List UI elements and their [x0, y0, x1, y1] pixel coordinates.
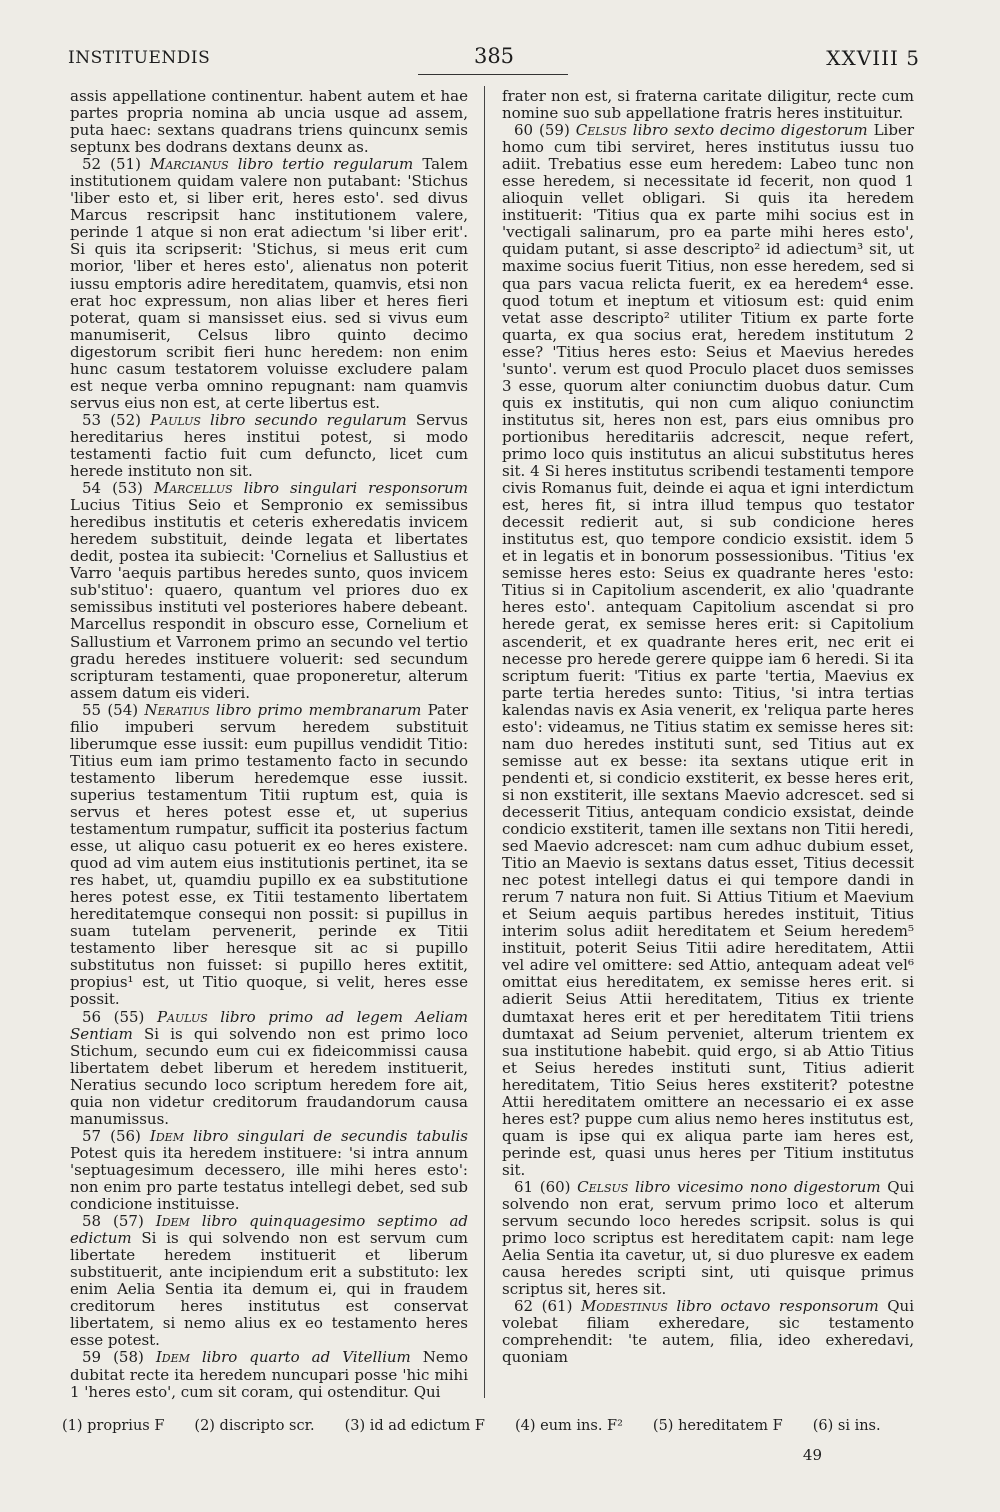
fragment-number: 54 (53) [82, 479, 154, 498]
paragraph-text: Pater filio impuberi servum heredem substituit liberumque esse iussit: eum pupillus vendidit Titio: Titius eum iam primo testamento facto in secundo testamento liberum heredemque esse iussit. superius testamentum Titii ruptum est, quia is servus et heres potest esse et, ut superius testamentum rumpatur, sufficit ita posterius factum esse, ut aliquo casu potuerit ex eo heres existere. quod ad vim autem eius institutionis pertinet, ita se res habet, ut, quamdiu pupillo ex ea substitutione heres potest esse, ex Titii testamento libertatem hereditatemque consequi non possit: si pupillus in suam tutelam pervenerit, perinde ex Titii testamento liber heresque sit ac si pupillo substitutus non fuisset: si pupillo heres extitit, propius¹ est, ut Titio quoque, si velit, heres esse possit. [70, 700, 468, 1009]
paragraph [70, 1128, 468, 1213]
fragment-number: 55 (54) [82, 700, 145, 719]
paragraph-text: frater non est, si fraterna caritate diligitur, recte cum nomine suo sub appellatione fratris heres instituitur. [502, 87, 914, 123]
source-title: libro singulari responsorum [232, 479, 468, 498]
paragraph-text: Liber homo cum tibi serviret, heres institutus iussu tuo adiit. Trebatius esse eum heredem: Labeo tunc non esse heredem, si necessitate id fecerit, non quod 1 alioquin vellet obligari. Si quis ita heredem instituerit: 'Titius qua ex parte mihi socius est in 'vectigali salinarum, pro ea parte mihi heres esto', quidam putant, si asse descripto² id adiectum³ sit, ut maxime socius fuerit Titius, non esse heredem, sed si qua pars vacua relicta fuerit, ex ea heredem⁴ esse. quod totum et ineptum et vitiosum est: quid enim vetat asse descripto² utiliter Titium ex parte forte quarta, ex qua socius erat, heredem institutum 2 esse? 'Titius heres esto: Seius et Maevius heredes 'sunto'. verum est quod Proculo placet duos semisses 3 esse, quorum alter coniunctim duobus datur. Cum quis ex institutis, qui non cum aliquo coniunctim institutus sit, heres non est, pars eius omnibus pro portionibus hereditariis adcrescit, neque refert, primo loco quis institutus an alicui substitutus heres sit. 4 Si heres institutus scribendi testamenti tempore civis Romanus fuit, deinde ei aqua et igni interdictum est, heres fit, si intra illud tempus quo testator decessit redierit aut, si sub condicione heres institutus est, quo tempore condicio exsistit. idem 5 et in legatis et in bonorum possessionibus. 'Titius 'ex semisse heres esto: Seius ex quadrante heres 'esto: Titius si in Capitolium ascenderit, ex alio 'quadrante heres esto'. antequam Capitolium ascendat si pro herede gerat, ex semisse heres erit: si Capitolium ascenderit, et ex quadrante heres erit, nec erit ei necesse pro herede gerere quippe iam 6 heredi. Si ita scriptum fuerit: 'Titius ex parte 'tertia, Maevius ex parte tertia heredes sunto: Titius, 'si intra tertias kalendas navis ex Asia venerit, ex 'reliqua parte heres esto': videamus, ne Titius statim ex semisse heres sit: nam duo heredes instituti sunt, sed Titius aut ex semisse aut ex besse: ita sextans utique erit in pendenti et, si condicio exstiterit, ex besse heres erit, si non exstiterit, ille sextans Maevio adcrescet. sed si decesserit Titius, antequam condicio exsistat, deinde condicio exstiterit, tamen ille sextans non Titii heredi, sed Maevio adcrescet: nam cum adhuc dubium esset, Titio an Maevio is sextans datus esset, Titius decessit nec potest intellegi datus ei qui tempore dandi in rerum 7 natura non fuit. Si Attius Titium et Maevium et Seium aequis partibus heredes instituit, Titius interim solus adiit hereditatem et Seium heredem⁵ instituit, poterit Seius Titii adire hereditatem, Attii vel adire vel omittere: sed Attio, antequam adeat vel⁶ omittat eius hereditatem, ex semisse heres erit. si adierit Seius Attii hereditatem, Titius ex triente dumtaxat heres erit et per hereditatem Titii triens dumtaxat ad Seium perveniet, alterum trientem ex sua institutione habebit. quid ergo, si ab Attio Titius et Seius heredes instituti sunt, Titius adierit hereditatem, Titio Seius heres exstiterit? potestne Attii hereditatem omittere an necessario ei ex asse heres est? puppe cum alius nemo heres institutus est, quam is ipse qui ex aliqua parte iam heres est, perinde est, quasi unus heres per Titium institutus sit. [502, 121, 914, 1179]
footnote: (3) id ad edictum F [344, 1418, 485, 1434]
fragment-number: 52 (51) [82, 155, 150, 174]
jurist-name: Paulus [156, 1007, 208, 1026]
source-title: libro sexto decimo digestorum [626, 121, 874, 140]
paragraph [502, 88, 914, 122]
fragment-number: 57 (56) [82, 1126, 150, 1145]
jurist-name: Modestinus [581, 1297, 668, 1316]
source-title: libro singulari de secundis tabulis [183, 1126, 468, 1145]
paragraph [502, 122, 914, 1179]
paragraph-text: Qui solvendo non erat, servum primo loco et alterum servum secundo loco heredes scripsit. solus is qui primo loco scriptus est hereditatem capit: nam lege Aelia Sentia ita cavetur, ut, si duo pluresve ex eadem causa heredes scripti sint, uti quisque primus scriptus sit, heres sit. [502, 1178, 915, 1299]
signature-number: 49 [802, 1446, 822, 1464]
paragraph [70, 1213, 468, 1349]
source-title: libro quarto ad Vitellium [189, 1348, 423, 1367]
footnotes [62, 1418, 940, 1434]
jurist-name: Celsus [577, 1178, 629, 1196]
source-title: libro vicesimo nono digestorum [628, 1178, 888, 1196]
fragment-number: 59 (58) [82, 1348, 156, 1367]
header-section-ref: XXVIII 5 [826, 46, 920, 70]
source-title: libro quinquagesimo septimo ad edictum [70, 1212, 468, 1248]
source-title: libro primo membranarum [209, 700, 428, 719]
paragraph [70, 1009, 468, 1128]
source-title: libro octavo responsorum [667, 1297, 888, 1316]
paragraph [70, 702, 468, 1009]
paragraph-text: Qui volebat filiam exheredare, sic testamento comprehendit: 'te autem, filia, ideo exheredavi, quoniam [502, 1297, 914, 1367]
paragraph-text: assis appellatione continentur. habent autem et hae partes propria nomina ab uncia usque ad assem, puta haec: sextans quadrans triens quincunx semis septunx bes dodrans dextans deunx as. [70, 87, 468, 157]
fragment-number: 58 (57) [82, 1212, 156, 1231]
paragraph [70, 88, 468, 156]
jurist-name: Celsus [575, 121, 627, 140]
jurist-name: Marcellus [153, 479, 233, 498]
footnote: (4) eum ins. F² [514, 1418, 623, 1434]
running-header [68, 44, 920, 74]
paragraph [70, 156, 468, 412]
paragraph-text: Talem institutionem quidam valere non putabant: 'Stichus 'liber esto et, si liber erit, heres esto'. sed divus Marcus rescripsit hanc institutionem valere, perinde 1 atque si non erat adiectum 'si liber erit'. Si quis ita scripserit: 'Stichus, si meus erit cum morior, 'liber et heres esto', alienatus non poterit iussu emptoris adire hereditatem, quamvis, etsi non erat hoc expressum, non alias liber et heres fieri poterat, quam si mansisset eius. sed si vivus eum manumiserit, Celsus libro quinto decimo digestorum scribit fieri hunc heredem: non enim hunc casum testatorem voluisse excludere palam est neque verba omnino repugnant: nam quamvis servus eius non est, at certe libertus est. [70, 155, 468, 412]
footnote: (1) proprius F [62, 1418, 165, 1434]
jurist-name: Idem [149, 1126, 184, 1145]
fragment-number: 56 (55) [82, 1007, 157, 1026]
paragraph-text: Lucius Titius Seio et Sempronio ex semissibus heredibus institutis et ceteris exheredatis invicem heredem substituit, deinde legata et libertates dedit, postea ita subiecit: 'Cornelius et Sallustius et Varro 'aequis partibus heredes sunto, quos invicem sub'stituo': quaero, quantum vel priores duo ex semissibus instituti vel posteriores habere debeant. Marcellus respondit in obscuro esse, Cornelium et Sallustium et Varronem primo an secundo vel tertio gradu heredes instituere voluerit: sed secundum scripturam testamenti, quae proponeretur, alterum assem datum eis videri. [70, 496, 468, 702]
page-number: 385 [473, 44, 515, 68]
column-divider [484, 86, 485, 1398]
paragraph-text: Servus hereditarius heres institui potest, si modo testamenti factio fuit cum defuncto, licet cum herede instituto non sit. [70, 410, 468, 481]
footnote: (6) si ins. [812, 1418, 881, 1434]
jurist-name: Paulus [150, 410, 201, 429]
jurist-name: Idem [155, 1348, 190, 1367]
footnote: (5) hereditatem F [652, 1418, 783, 1434]
left-text-column [70, 88, 468, 1401]
paragraph [70, 412, 468, 480]
footnote: (2) discripto scr. [194, 1418, 315, 1434]
fragment-number: 61 (60) [514, 1178, 578, 1196]
paragraph-text: Si is qui solvendo non est servum cum libertate heredem instituerit et liberum substituerit, ante incipiendum erit a substituto: lex enim Aelia Sentia ita demum ei, qui in fraudem creditorum heres institutus est conservat libertatem, si nemo alius ex eo testamento heres esse potest. [70, 1229, 468, 1350]
source-title: libro primo ad legem Aeliam Sentiam [70, 1007, 468, 1043]
header-rule [418, 74, 568, 75]
source-title: libro tertio regularum [228, 155, 423, 174]
paragraph [70, 480, 468, 702]
jurist-name: Idem [155, 1212, 190, 1231]
paragraph [502, 1298, 914, 1366]
fragment-number: 60 (59) [514, 121, 576, 140]
fragment-number: 62 (61) [514, 1297, 581, 1316]
paragraph-text: Si is qui solvendo non est primo loco Stichum, secundo eum cui ex fideicommissi causa libertatem debet liberum et heredem instituerit, Neratius secundo loco scriptum heredem fore ait, quia non videtur creditorum fraudandorum causa manumissus. [70, 1024, 469, 1128]
source-title: libro secundo regularum [200, 410, 416, 429]
right-text-column [502, 88, 914, 1367]
fragment-number: 53 (52) [82, 410, 151, 429]
paragraph-text: Potest quis ita heredem instituere: 'si intra annum 'septuagesimum decessero, ille mihi heres esto': non enim pro parte testatus intellegi debet, sed sub condicione instituisse. [70, 1143, 468, 1214]
paragraph [70, 1349, 468, 1400]
header-left-title: INSTITUENDIS [68, 48, 211, 68]
jurist-name: Neratius [144, 700, 210, 719]
jurist-name: Marcianus [149, 155, 229, 174]
paragraph [502, 1179, 914, 1298]
paragraph-text: Nemo dubitat recte ita heredem nuncupari posse 'hic mihi 1 'heres esto', cum sit coram, qui ostenditur. Qui [70, 1348, 468, 1401]
